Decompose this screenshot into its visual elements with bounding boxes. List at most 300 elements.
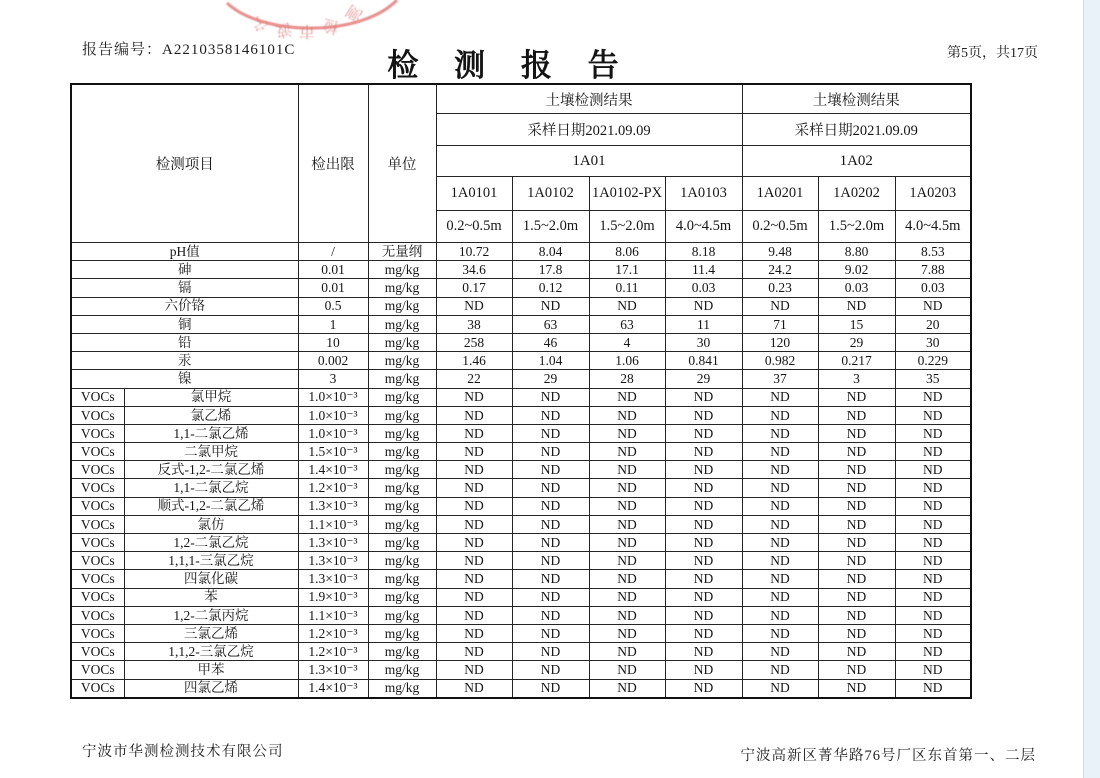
value-cell: ND xyxy=(895,515,971,533)
value-cell: ND xyxy=(436,388,512,406)
table-row xyxy=(71,515,971,533)
value-cell: ND xyxy=(818,479,895,497)
value-cell: ND xyxy=(818,661,895,679)
value-cell: 8.53 xyxy=(895,243,971,261)
value-cell: ND xyxy=(512,406,589,424)
table-row xyxy=(71,643,971,661)
detection-limit-cell: 1.3×10⁻³ xyxy=(298,661,368,679)
value-cell: 1.46 xyxy=(436,352,512,370)
detection-limit-cell: 1.3×10⁻³ xyxy=(298,534,368,552)
value-cell: ND xyxy=(436,606,512,624)
value-cell: ND xyxy=(589,515,665,533)
value-cell: ND xyxy=(512,661,589,679)
value-cell: ND xyxy=(665,588,742,606)
value-cell: ND xyxy=(895,388,971,406)
value-cell: 4 xyxy=(589,333,665,351)
value-cell: ND xyxy=(818,515,895,533)
value-cell: ND xyxy=(436,515,512,533)
value-cell: ND xyxy=(818,588,895,606)
value-cell: ND xyxy=(895,443,971,461)
value-cell: ND xyxy=(742,443,818,461)
unit-cell: mg/kg xyxy=(368,279,436,297)
value-cell: 30 xyxy=(895,333,971,351)
value-cell: ND xyxy=(665,552,742,570)
value-cell: ND xyxy=(665,570,742,588)
sample-id: 1A0201 xyxy=(742,177,818,211)
value-cell: ND xyxy=(818,461,895,479)
item-name-cell: 1,1,2-三氯乙烷 xyxy=(124,643,298,661)
value-cell: ND xyxy=(895,679,971,698)
sample-id: 1A0203 xyxy=(895,177,971,211)
table-row xyxy=(71,679,971,698)
item-name-cell: 苯 xyxy=(124,588,298,606)
value-cell: ND xyxy=(589,624,665,642)
detection-limit-cell: 0.01 xyxy=(298,261,368,279)
group1-point-id: 1A01 xyxy=(436,146,742,177)
unit-cell: mg/kg xyxy=(368,606,436,624)
value-cell: ND xyxy=(818,297,895,315)
voc-category-cell: VOCs xyxy=(71,388,124,406)
value-cell: ND xyxy=(742,643,818,661)
unit-cell: mg/kg xyxy=(368,315,436,333)
sample-id: 1A0102-PX xyxy=(589,177,665,211)
group2-point-id: 1A02 xyxy=(742,146,971,177)
item-name-cell: 二氯甲烷 xyxy=(124,443,298,461)
unit-cell: mg/kg xyxy=(368,424,436,442)
sample-id: 1A0102 xyxy=(512,177,589,211)
value-cell: ND xyxy=(818,679,895,698)
detection-limit-cell: 1.2×10⁻³ xyxy=(298,479,368,497)
stamp-glyph: 市 xyxy=(298,22,315,39)
sample-depth: 1.5~2.0m xyxy=(818,211,895,243)
value-cell: 0.12 xyxy=(512,279,589,297)
unit-cell: mg/kg xyxy=(368,661,436,679)
unit-cell: mg/kg xyxy=(368,552,436,570)
item-name-cell: 1,2-二氯乙烷 xyxy=(124,534,298,552)
value-cell: 63 xyxy=(589,315,665,333)
unit-cell: mg/kg xyxy=(368,461,436,479)
value-cell: ND xyxy=(895,461,971,479)
value-cell: ND xyxy=(589,661,665,679)
value-cell: ND xyxy=(512,297,589,315)
value-cell: ND xyxy=(589,588,665,606)
value-cell: ND xyxy=(665,443,742,461)
voc-category-cell: VOCs xyxy=(71,479,124,497)
sample-id: 1A0101 xyxy=(436,177,512,211)
unit-cell: mg/kg xyxy=(368,479,436,497)
value-cell: ND xyxy=(436,534,512,552)
value-cell: 0.03 xyxy=(665,279,742,297)
table-row xyxy=(71,243,971,261)
value-cell: 28 xyxy=(589,370,665,388)
value-cell: ND xyxy=(818,497,895,515)
unit-cell: mg/kg xyxy=(368,570,436,588)
table-row xyxy=(71,552,971,570)
value-cell: ND xyxy=(436,679,512,698)
detection-limit-cell: 1.3×10⁻³ xyxy=(298,552,368,570)
sample-depth: 0.2~0.5m xyxy=(436,211,512,243)
value-cell: ND xyxy=(818,406,895,424)
table-row xyxy=(71,279,971,297)
detection-limit-cell: 1.0×10⁻³ xyxy=(298,406,368,424)
voc-category-cell: VOCs xyxy=(71,424,124,442)
item-name-cell: 镉 xyxy=(71,279,298,297)
stamp-glyph: 宁 xyxy=(248,10,271,34)
value-cell: 30 xyxy=(665,333,742,351)
table-row xyxy=(71,624,971,642)
value-cell: ND xyxy=(512,424,589,442)
item-name-cell: 氯仿 xyxy=(124,515,298,533)
table-row xyxy=(71,588,971,606)
item-name-cell: 甲苯 xyxy=(124,661,298,679)
value-cell: ND xyxy=(665,643,742,661)
voc-category-cell: VOCs xyxy=(71,679,124,698)
value-cell: 37 xyxy=(742,370,818,388)
voc-category-cell: VOCs xyxy=(71,515,124,533)
unit-cell: mg/kg xyxy=(368,588,436,606)
voc-category-cell: VOCs xyxy=(71,534,124,552)
table-row xyxy=(71,388,971,406)
stamp-glyph: 波 xyxy=(273,19,294,40)
unit-cell: mg/kg xyxy=(368,370,436,388)
value-cell: ND xyxy=(436,461,512,479)
value-cell: ND xyxy=(742,570,818,588)
table-row xyxy=(71,534,971,552)
detection-limit-cell: 1.3×10⁻³ xyxy=(298,570,368,588)
sample-id: 1A0202 xyxy=(818,177,895,211)
value-cell: ND xyxy=(895,588,971,606)
value-cell: 24.2 xyxy=(742,261,818,279)
value-cell: ND xyxy=(512,461,589,479)
detection-limit-cell: 1.9×10⁻³ xyxy=(298,588,368,606)
sample-depth: 1.5~2.0m xyxy=(512,211,589,243)
detection-limit-cell: 1.0×10⁻³ xyxy=(298,388,368,406)
value-cell: 1.06 xyxy=(589,352,665,370)
value-cell: ND xyxy=(742,552,818,570)
value-cell: 35 xyxy=(895,370,971,388)
detection-limit-cell: / xyxy=(298,243,368,261)
value-cell: ND xyxy=(589,297,665,315)
value-cell: ND xyxy=(665,424,742,442)
value-cell: ND xyxy=(665,297,742,315)
value-cell: ND xyxy=(895,297,971,315)
value-cell: ND xyxy=(589,606,665,624)
unit-cell: mg/kg xyxy=(368,333,436,351)
detection-limit-cell: 1.1×10⁻³ xyxy=(298,515,368,533)
value-cell: 3 xyxy=(818,370,895,388)
item-name-cell: 镍 xyxy=(71,370,298,388)
value-cell: ND xyxy=(742,588,818,606)
value-cell: 17.8 xyxy=(512,261,589,279)
sample-depth: 4.0~4.5m xyxy=(665,211,742,243)
value-cell: ND xyxy=(665,497,742,515)
detection-limit-cell: 10 xyxy=(298,333,368,351)
value-cell: ND xyxy=(436,479,512,497)
value-cell: ND xyxy=(436,588,512,606)
value-cell: 9.48 xyxy=(742,243,818,261)
table-row xyxy=(71,297,971,315)
report-number-label: 报告编号： xyxy=(82,42,163,58)
table-row xyxy=(71,352,971,370)
value-cell: ND xyxy=(742,461,818,479)
sample-depth: 4.0~4.5m xyxy=(895,211,971,243)
value-cell: ND xyxy=(589,497,665,515)
value-cell: ND xyxy=(665,461,742,479)
table-row xyxy=(71,461,971,479)
report-number-value: A2210358146101C xyxy=(162,42,296,58)
item-name-cell: 六价铬 xyxy=(71,297,298,315)
value-cell: ND xyxy=(742,497,818,515)
value-cell: ND xyxy=(742,624,818,642)
value-cell: ND xyxy=(436,443,512,461)
item-name-cell: 反式-1,2-二氯乙烯 xyxy=(124,461,298,479)
item-name-cell: 汞 xyxy=(71,352,298,370)
item-name-cell: 铅 xyxy=(71,333,298,351)
value-cell: ND xyxy=(895,661,971,679)
item-name-cell: 砷 xyxy=(71,261,298,279)
value-cell: ND xyxy=(818,443,895,461)
value-cell: ND xyxy=(742,515,818,533)
page-title: 检 测 报 告 xyxy=(387,48,633,83)
value-cell: ND xyxy=(742,479,818,497)
unit-cell: mg/kg xyxy=(368,643,436,661)
value-cell: 8.04 xyxy=(512,243,589,261)
value-cell: ND xyxy=(512,497,589,515)
value-cell: ND xyxy=(589,443,665,461)
value-cell: ND xyxy=(589,388,665,406)
value-cell: 15 xyxy=(818,315,895,333)
value-cell: ND xyxy=(742,406,818,424)
value-cell: ND xyxy=(895,552,971,570)
value-cell: 8.80 xyxy=(818,243,895,261)
value-cell: ND xyxy=(818,643,895,661)
value-cell: ND xyxy=(895,479,971,497)
footer-company: 宁波市华测检测技术有限公司 xyxy=(82,744,284,760)
unit-cell: mg/kg xyxy=(368,534,436,552)
value-cell: 0.11 xyxy=(589,279,665,297)
unit-cell: 无量纲 xyxy=(368,243,436,261)
page-number: 第5页，共17页 xyxy=(947,46,1038,61)
group2-sampling-date: 采样日期2021.09.09 xyxy=(742,114,971,146)
value-cell: ND xyxy=(512,479,589,497)
value-cell: ND xyxy=(895,624,971,642)
value-cell: ND xyxy=(589,643,665,661)
value-cell: ND xyxy=(742,606,818,624)
unit-cell: mg/kg xyxy=(368,297,436,315)
value-cell: 7.88 xyxy=(895,261,971,279)
value-cell: ND xyxy=(436,424,512,442)
value-cell: ND xyxy=(818,570,895,588)
stamp-glyph: 检 xyxy=(321,14,342,36)
value-cell: ND xyxy=(818,624,895,642)
group1-sampling-date: 采样日期2021.09.09 xyxy=(436,114,742,146)
item-name-cell: 1,2-二氯丙烷 xyxy=(124,606,298,624)
unit-cell: mg/kg xyxy=(368,679,436,698)
value-cell: ND xyxy=(436,297,512,315)
value-cell: ND xyxy=(589,534,665,552)
value-cell: 8.18 xyxy=(665,243,742,261)
value-cell: ND xyxy=(895,570,971,588)
unit-cell: mg/kg xyxy=(368,261,436,279)
value-cell: 120 xyxy=(742,333,818,351)
value-cell: ND xyxy=(895,606,971,624)
table-row xyxy=(71,661,971,679)
value-cell: 0.982 xyxy=(742,352,818,370)
item-name-cell: 氯乙烯 xyxy=(124,406,298,424)
detection-limit-cell: 1.4×10⁻³ xyxy=(298,679,368,698)
detection-limit-cell: 0.002 xyxy=(298,352,368,370)
value-cell: 46 xyxy=(512,333,589,351)
voc-category-cell: VOCs xyxy=(71,570,124,588)
unit-cell: mg/kg xyxy=(368,352,436,370)
value-cell: ND xyxy=(742,534,818,552)
value-cell: ND xyxy=(589,552,665,570)
value-cell: 9.02 xyxy=(818,261,895,279)
value-cell: ND xyxy=(589,461,665,479)
value-cell: 0.841 xyxy=(665,352,742,370)
value-cell: ND xyxy=(589,570,665,588)
value-cell: ND xyxy=(512,643,589,661)
item-name-cell: 铜 xyxy=(71,315,298,333)
value-cell: 11 xyxy=(665,315,742,333)
value-cell: ND xyxy=(589,679,665,698)
scan-edge xyxy=(1083,0,1100,778)
detection-limit-cell: 0.01 xyxy=(298,279,368,297)
value-cell: ND xyxy=(895,534,971,552)
value-cell: ND xyxy=(818,534,895,552)
value-cell: ND xyxy=(589,424,665,442)
value-cell: 0.03 xyxy=(895,279,971,297)
value-cell: ND xyxy=(665,606,742,624)
value-cell: ND xyxy=(589,406,665,424)
results-tbody xyxy=(71,243,971,698)
value-cell: ND xyxy=(742,388,818,406)
sample-id: 1A0103 xyxy=(665,177,742,211)
value-cell: 22 xyxy=(436,370,512,388)
value-cell: ND xyxy=(665,624,742,642)
voc-category-cell: VOCs xyxy=(71,643,124,661)
value-cell: 1.04 xyxy=(512,352,589,370)
table-row xyxy=(71,424,971,442)
value-cell: 0.229 xyxy=(895,352,971,370)
item-name-cell: 1,1,1-三氯乙烷 xyxy=(124,552,298,570)
value-cell: ND xyxy=(436,624,512,642)
value-cell: ND xyxy=(589,479,665,497)
detection-limit-cell: 1.2×10⁻³ xyxy=(298,624,368,642)
stamp-glyph: 测 xyxy=(343,1,367,25)
sample-depth: 1.5~2.0m xyxy=(589,211,665,243)
value-cell: ND xyxy=(818,424,895,442)
col-header-unit: 单位 xyxy=(368,84,436,243)
value-cell: ND xyxy=(742,424,818,442)
value-cell: 71 xyxy=(742,315,818,333)
unit-cell: mg/kg xyxy=(368,624,436,642)
value-cell: ND xyxy=(436,497,512,515)
unit-cell: mg/kg xyxy=(368,497,436,515)
group1-result-title: 土壤检测结果 xyxy=(436,84,742,114)
item-name-cell: 1,1-二氯乙烯 xyxy=(124,424,298,442)
value-cell: ND xyxy=(512,534,589,552)
table-row xyxy=(71,315,971,333)
table-row xyxy=(71,370,971,388)
value-cell: ND xyxy=(512,388,589,406)
col-header-detection-limit: 检出限 xyxy=(298,84,368,243)
table-header xyxy=(71,84,971,243)
detection-limit-cell: 1.1×10⁻³ xyxy=(298,606,368,624)
header-row-result-title xyxy=(71,84,971,114)
value-cell: 20 xyxy=(895,315,971,333)
value-cell: ND xyxy=(818,388,895,406)
item-name-cell: 氯甲烷 xyxy=(124,388,298,406)
value-cell: ND xyxy=(665,661,742,679)
value-cell: 0.23 xyxy=(742,279,818,297)
value-cell: 63 xyxy=(512,315,589,333)
value-cell: ND xyxy=(742,661,818,679)
value-cell: 8.06 xyxy=(589,243,665,261)
table-row xyxy=(71,406,971,424)
detection-limit-cell: 1 xyxy=(298,315,368,333)
unit-cell: mg/kg xyxy=(368,388,436,406)
value-cell: ND xyxy=(436,406,512,424)
table-row xyxy=(71,606,971,624)
value-cell: ND xyxy=(512,570,589,588)
value-cell: ND xyxy=(895,643,971,661)
table-row xyxy=(71,261,971,279)
value-cell: ND xyxy=(818,552,895,570)
value-cell: ND xyxy=(512,624,589,642)
value-cell: ND xyxy=(436,643,512,661)
value-cell: 29 xyxy=(512,370,589,388)
value-cell: 34.6 xyxy=(436,261,512,279)
detection-limit-cell: 0.5 xyxy=(298,297,368,315)
unit-cell: mg/kg xyxy=(368,406,436,424)
value-cell: ND xyxy=(895,406,971,424)
value-cell: 258 xyxy=(436,333,512,351)
detection-limit-cell: 1.0×10⁻³ xyxy=(298,424,368,442)
value-cell: 38 xyxy=(436,315,512,333)
item-name-cell: 1,1-二氯乙烷 xyxy=(124,479,298,497)
voc-category-cell: VOCs xyxy=(71,497,124,515)
value-cell: ND xyxy=(436,570,512,588)
table-row xyxy=(71,333,971,351)
detection-limit-cell: 1.5×10⁻³ xyxy=(298,443,368,461)
value-cell: ND xyxy=(512,552,589,570)
value-cell: ND xyxy=(665,679,742,698)
item-name-cell: pH值 xyxy=(71,243,298,261)
item-name-cell: 三氯乙烯 xyxy=(124,624,298,642)
detection-limit-cell: 1.3×10⁻³ xyxy=(298,497,368,515)
voc-category-cell: VOCs xyxy=(71,606,124,624)
detection-limit-cell: 1.4×10⁻³ xyxy=(298,461,368,479)
value-cell: ND xyxy=(436,552,512,570)
value-cell: ND xyxy=(512,515,589,533)
group2-result-title: 土壤检测结果 xyxy=(742,84,971,114)
value-cell: 17.1 xyxy=(589,261,665,279)
value-cell: ND xyxy=(512,588,589,606)
results-table xyxy=(70,83,972,699)
unit-cell: mg/kg xyxy=(368,443,436,461)
value-cell: ND xyxy=(665,406,742,424)
detection-limit-cell: 3 xyxy=(298,370,368,388)
voc-category-cell: VOCs xyxy=(71,461,124,479)
value-cell: ND xyxy=(665,534,742,552)
value-cell: 0.17 xyxy=(436,279,512,297)
voc-category-cell: VOCs xyxy=(71,624,124,642)
voc-category-cell: VOCs xyxy=(71,661,124,679)
item-name-cell: 四氯乙烯 xyxy=(124,679,298,698)
sample-depth: 0.2~0.5m xyxy=(742,211,818,243)
item-name-cell: 四氯化碳 xyxy=(124,570,298,588)
